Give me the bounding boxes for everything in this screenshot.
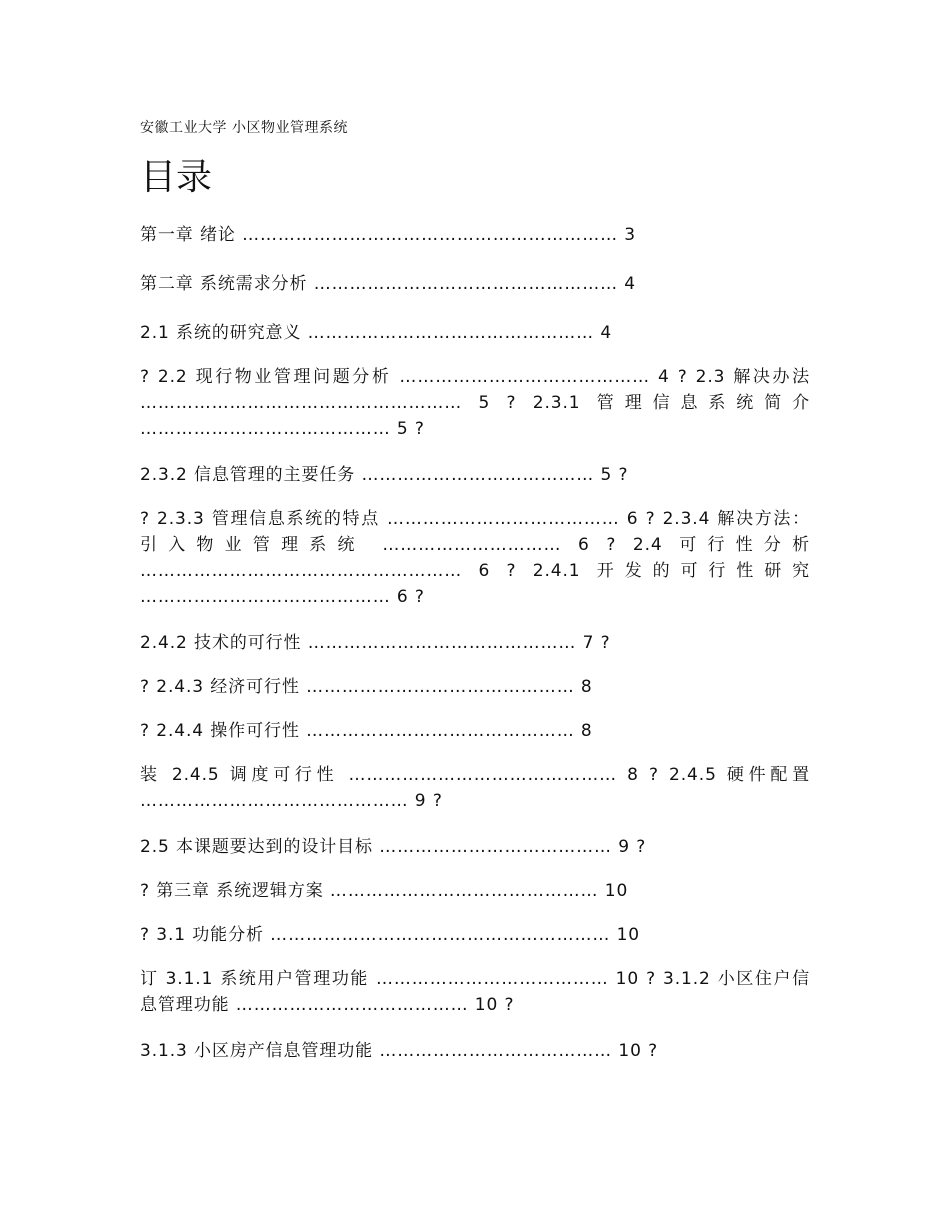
toc-entry[interactable]: 第一章 绪论 ……………………………………………………… 3 xyxy=(140,225,637,245)
toc-entry[interactable]: ? 2.4.4 操作可行性 ……………………………………… 8 xyxy=(140,721,593,741)
toc-entry[interactable]: 2.3.2 信息管理的主要任务 ………………………………… 5 ? xyxy=(140,465,629,485)
toc-entry[interactable]: ? 2.3.3 管理信息系统的特点 ………………………………… 6 ? 2.3.4 解决方法：引入物业管理系统 ………………………… 6 ? 2.4 可行性分析 ……………………………………………… 6 ? 2.4.1 开发的可行性研究 …………………………………… 6 ? xyxy=(140,509,810,607)
table-of-contents xyxy=(140,222,810,1065)
toc-entry[interactable]: ? 3.1 功能分析 ………………………………………………… 10 xyxy=(140,925,641,945)
toc-entry[interactable]: 装 2.4.5 调度可行性 ……………………………………… 8 ? 2.4.5 硬件配置 ……………………………………… 9 ? xyxy=(140,765,810,811)
toc-entry[interactable]: ? 2.4.3 经济可行性 ……………………………………… 8 xyxy=(140,677,593,697)
toc-entry[interactable]: 2.4.2 技术的可行性 ……………………………………… 7 ? xyxy=(140,633,611,653)
toc-entry[interactable]: 2.1 系统的研究意义 ………………………………………… 4 xyxy=(140,323,613,343)
page-header: 安徽工业大学 小区物业管理系统 xyxy=(140,120,348,136)
toc-entry[interactable]: ? 第三章 系统逻辑方案 ……………………………………… 10 xyxy=(140,881,629,901)
toc-entry[interactable]: 2.5 本课题要达到的设计目标 ………………………………… 9 ? xyxy=(140,837,647,857)
toc-entry[interactable]: 第二章 系统需求分析 …………………………………………… 4 xyxy=(140,274,637,294)
toc-entry[interactable]: 订 3.1.1 系统用户管理功能 ………………………………… 10 ? 3.1.2 小区住户信息管理功能 ………………………………… 10 ? xyxy=(140,969,810,1015)
toc-entry[interactable]: 3.1.3 小区房产信息管理功能 ………………………………… 10 ? xyxy=(140,1041,659,1061)
page-title: 目录 xyxy=(140,157,213,198)
toc-entry[interactable]: ? 2.2 现行物业管理问题分析 …………………………………… 4 ? 2.3 解决办法 ……………………………………………… 5 ? 2.3.1 管理信息系统简介 …………………………………… 5 ? xyxy=(140,367,810,439)
